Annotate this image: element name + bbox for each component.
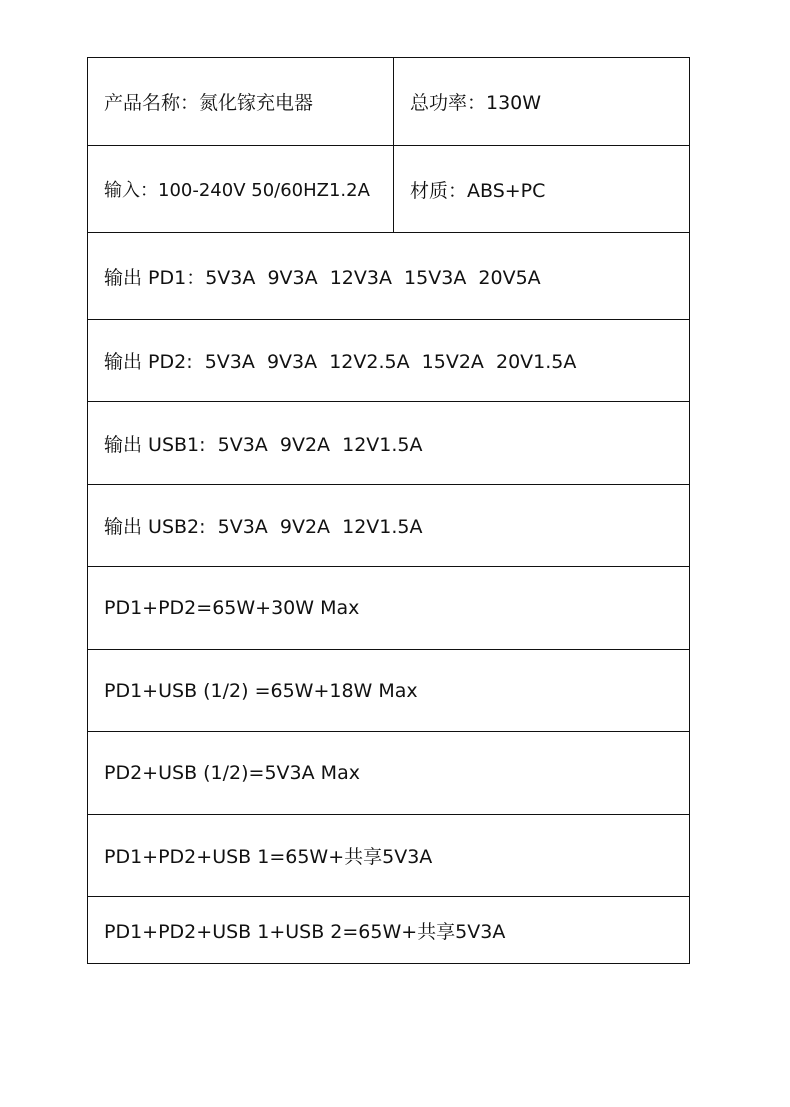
combo-pd2-usb-text: PD2+USB (1/2)=5V3A Max: [104, 762, 360, 784]
output-pd1-cell: [88, 233, 689, 319]
output-pd2-text: 输出 PD2: 5V3A 9V3A 12V2.5A 15V2A 20V1.5A: [104, 351, 577, 373]
output-pd2-cell: [88, 320, 689, 401]
table-row: [88, 402, 689, 485]
product-name-cell: [88, 58, 394, 145]
table-row: [88, 485, 689, 567]
output-usb2-text: 输出 USB2: 5V3A 9V2A 12V1.5A: [104, 516, 423, 538]
total-power-cell: [394, 58, 689, 145]
product-name-text: 产品名称：氮化镓充电器: [104, 92, 314, 114]
combo-all-cell: [88, 897, 689, 963]
table-row: [88, 567, 689, 650]
table-row: [88, 650, 689, 732]
output-usb1-text: 输出 USB1: 5V3A 9V2A 12V1.5A: [104, 433, 423, 456]
table-row: [88, 897, 689, 963]
output-usb1-cell: [88, 402, 689, 484]
material-text: 材质：ABS+PC: [410, 179, 546, 202]
combo-pd1-pd2-usb1-cell: [88, 815, 689, 896]
total-power-text: 总功率：130W: [410, 92, 542, 114]
combo-pd1-usb-cell: [88, 650, 689, 731]
table-row: [88, 146, 689, 233]
combo-pd2-usb-cell: [88, 732, 689, 814]
input-text: 输入：100-240V 50/60HZ1.2A: [104, 180, 370, 201]
spec-table: [87, 57, 690, 964]
combo-pd1-usb-text: PD1+USB (1/2) =65W+18W Max: [104, 679, 418, 702]
input-cell: [88, 146, 394, 232]
output-usb2-cell: [88, 485, 689, 566]
table-row: [88, 320, 689, 402]
table-row: [88, 233, 689, 320]
combo-pd1-pd2-cell: [88, 567, 689, 649]
combo-pd1-pd2-usb1-text: PD1+PD2+USB 1=65W+共享5V3A: [104, 846, 433, 868]
table-row: [88, 732, 689, 815]
material-cell: [394, 146, 689, 232]
output-pd1-text: 输出 PD1：5V3A 9V3A 12V3A 15V3A 20V5A: [104, 266, 541, 289]
combo-pd1-pd2-text: PD1+PD2=65W+30W Max: [104, 597, 360, 619]
table-row: [88, 815, 689, 897]
table-row: [88, 58, 689, 146]
combo-all-text: PD1+PD2+USB 1+USB 2=65W+共享5V3A: [104, 920, 506, 943]
